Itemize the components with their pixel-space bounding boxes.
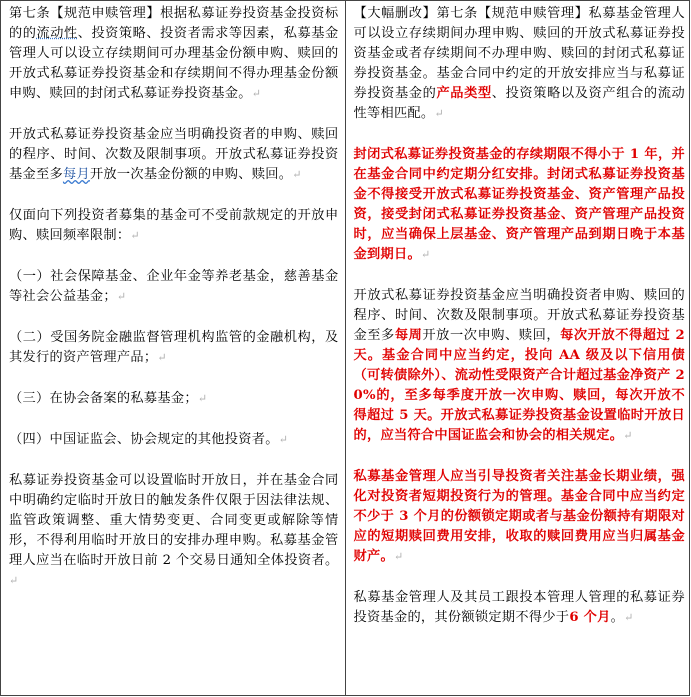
paragraph-mark-icon: ↵ [624,611,634,624]
text: （四）中国证监会、协会规定的其他投资者。 [9,432,279,447]
right-paragraph-3 [354,286,686,446]
right-paragraph-2 [354,145,686,265]
paragraph-mark-icon: ↵ [9,574,19,587]
text: 封闭式私募证券投资基金的存续期限不得小于 1 年，并在基金合同中约定期分红安排。封闭式私募证券投资基金不得接受开放式私募证券投资基金、资产管理产品投资，接受封闭式私募证券投资基金、资产管理产品投资时，应当确保上层基金、资产管理产品到期日晚于本基金到期日。 [353,147,685,262]
paragraph-mark-icon: ↵ [130,229,140,242]
text: 【大幅删改】第七条【规范申赎管理】私募基金管理人可以设立存续期间办理申购、赎回的开放式私募证券投资基金或者存续期间不办理申购、赎回的封闭式私募证券投资基金。基金合同中约定的开放安排应当与私募证券投资基金的 [353,6,685,101]
left-paragraph-1 [9,4,339,104]
text: 开放式私募证券投资基金应当明确投资者的申购、赎回的程序、时间、次数及限制事项。开放式私募证券投资基金至多 [9,127,339,182]
left-paragraph-4 [9,267,339,307]
highlight-text: 每周 [394,328,423,343]
text: 开放一次基金份额的申购、赎回。 [89,167,293,182]
right-paragraph-5 [354,588,686,628]
right-paragraph-1 [354,4,686,124]
left-paragraph-5 [9,328,339,368]
paragraph-mark-icon: ↵ [292,168,302,181]
text: 开放一次申购、赎回， [422,328,561,343]
text: 、投资策略、投资者需求等因素，私募基金管理人可以设立存续期间可办理基金份额申购、赎回的开放式私募证券投资基金和存续期间不得办理基金份额申购、赎回的封闭式私募证券投资基金。 [9,26,339,101]
text: （三）在协会备案的私募基金； [9,391,198,406]
text: 、投资策略以及资产组合的流动性等相匹配。 [353,86,686,121]
original-text-column [1,1,346,695]
left-paragraph-2 [9,125,339,185]
right-paragraph-4 [354,467,686,567]
text: 开放式私募证券投资基金应当明确投资者申购、赎回的程序、时间、次数及限制事项。开放式私募证券投资基金至多 [353,288,685,343]
text: （一）社会保障基金、企业年金等养老基金，慈善基金等社会公益基金； [9,269,339,304]
highlight-text: 产品类型 [436,86,492,101]
highlight-text: 每月 [62,167,90,182]
text: 仅面向下列投资者募集的基金可不受前款规定的开放申购、赎回频率限制： [9,208,339,243]
paragraph-mark-icon: ↵ [116,290,127,303]
highlight-text: 每次开放不得超过 2 天。基金合同中应当约定，投向 AA 级及以下信用债（可转债除外）、流动性受限资产合计超过基金净资产 20%的，至多每季度开放一次申购、赎回，每次开放不得超过 5 天。开放式私募证券投资基金设置临时开放日的，应当符合中国证监会和协会的相关规定。 [353,328,685,443]
revised-text-column [346,1,691,695]
paragraph-mark-icon: ↵ [251,87,262,100]
paragraph-mark-icon: ↵ [197,392,208,405]
paragraph-mark-icon: ↵ [420,248,431,261]
text: 流动性 [36,26,78,41]
text: 私募基金管理人应当引导投资者关注基金长期业绩，强化对投资者短期投资行为的管理。基金合同中应当约定不少于 3 个月的份额锁定期或者与基金份额持有期限对应的短期赎回费用安排，收取的赎回费用应当归属基金财产。 [353,469,685,564]
paragraph-mark-icon: ↵ [623,429,633,442]
left-paragraph-3 [9,206,339,246]
text: 私募证券投资基金可以设置临时开放日，并在基金合同中明确约定临时开放日的触发条件仅限于因法律法规、监管政策调整、重大情势变更、合同变更或解除等情形，不得利用临时开放日的安排办理申购。私募基金管理人应当在临时开放日前 2 个交易日通知全体投资者。 [9,473,339,568]
text: 第七条【规范申赎管理】根据私募证券投资基金投资标的的 [9,6,339,41]
left-paragraph-6 [9,389,339,409]
text: 私募基金管理人及其员工跟投本管理人管理的私募证券投资基金的，其份额锁定期不得少于 [353,590,685,625]
paragraph-mark-icon: ↵ [434,107,444,120]
paragraph-mark-icon: ↵ [278,433,289,446]
text: （二）受国务院金融监督管理机构监管的金融机构，及其发行的资产管理产品； [9,330,339,365]
highlight-text: 6 个月 [569,610,611,625]
paragraph-mark-icon: ↵ [393,550,404,563]
text: 。 [610,610,625,625]
paragraph-mark-icon: ↵ [157,351,167,364]
left-paragraph-7 [9,430,339,450]
left-paragraph-8 [9,471,339,591]
